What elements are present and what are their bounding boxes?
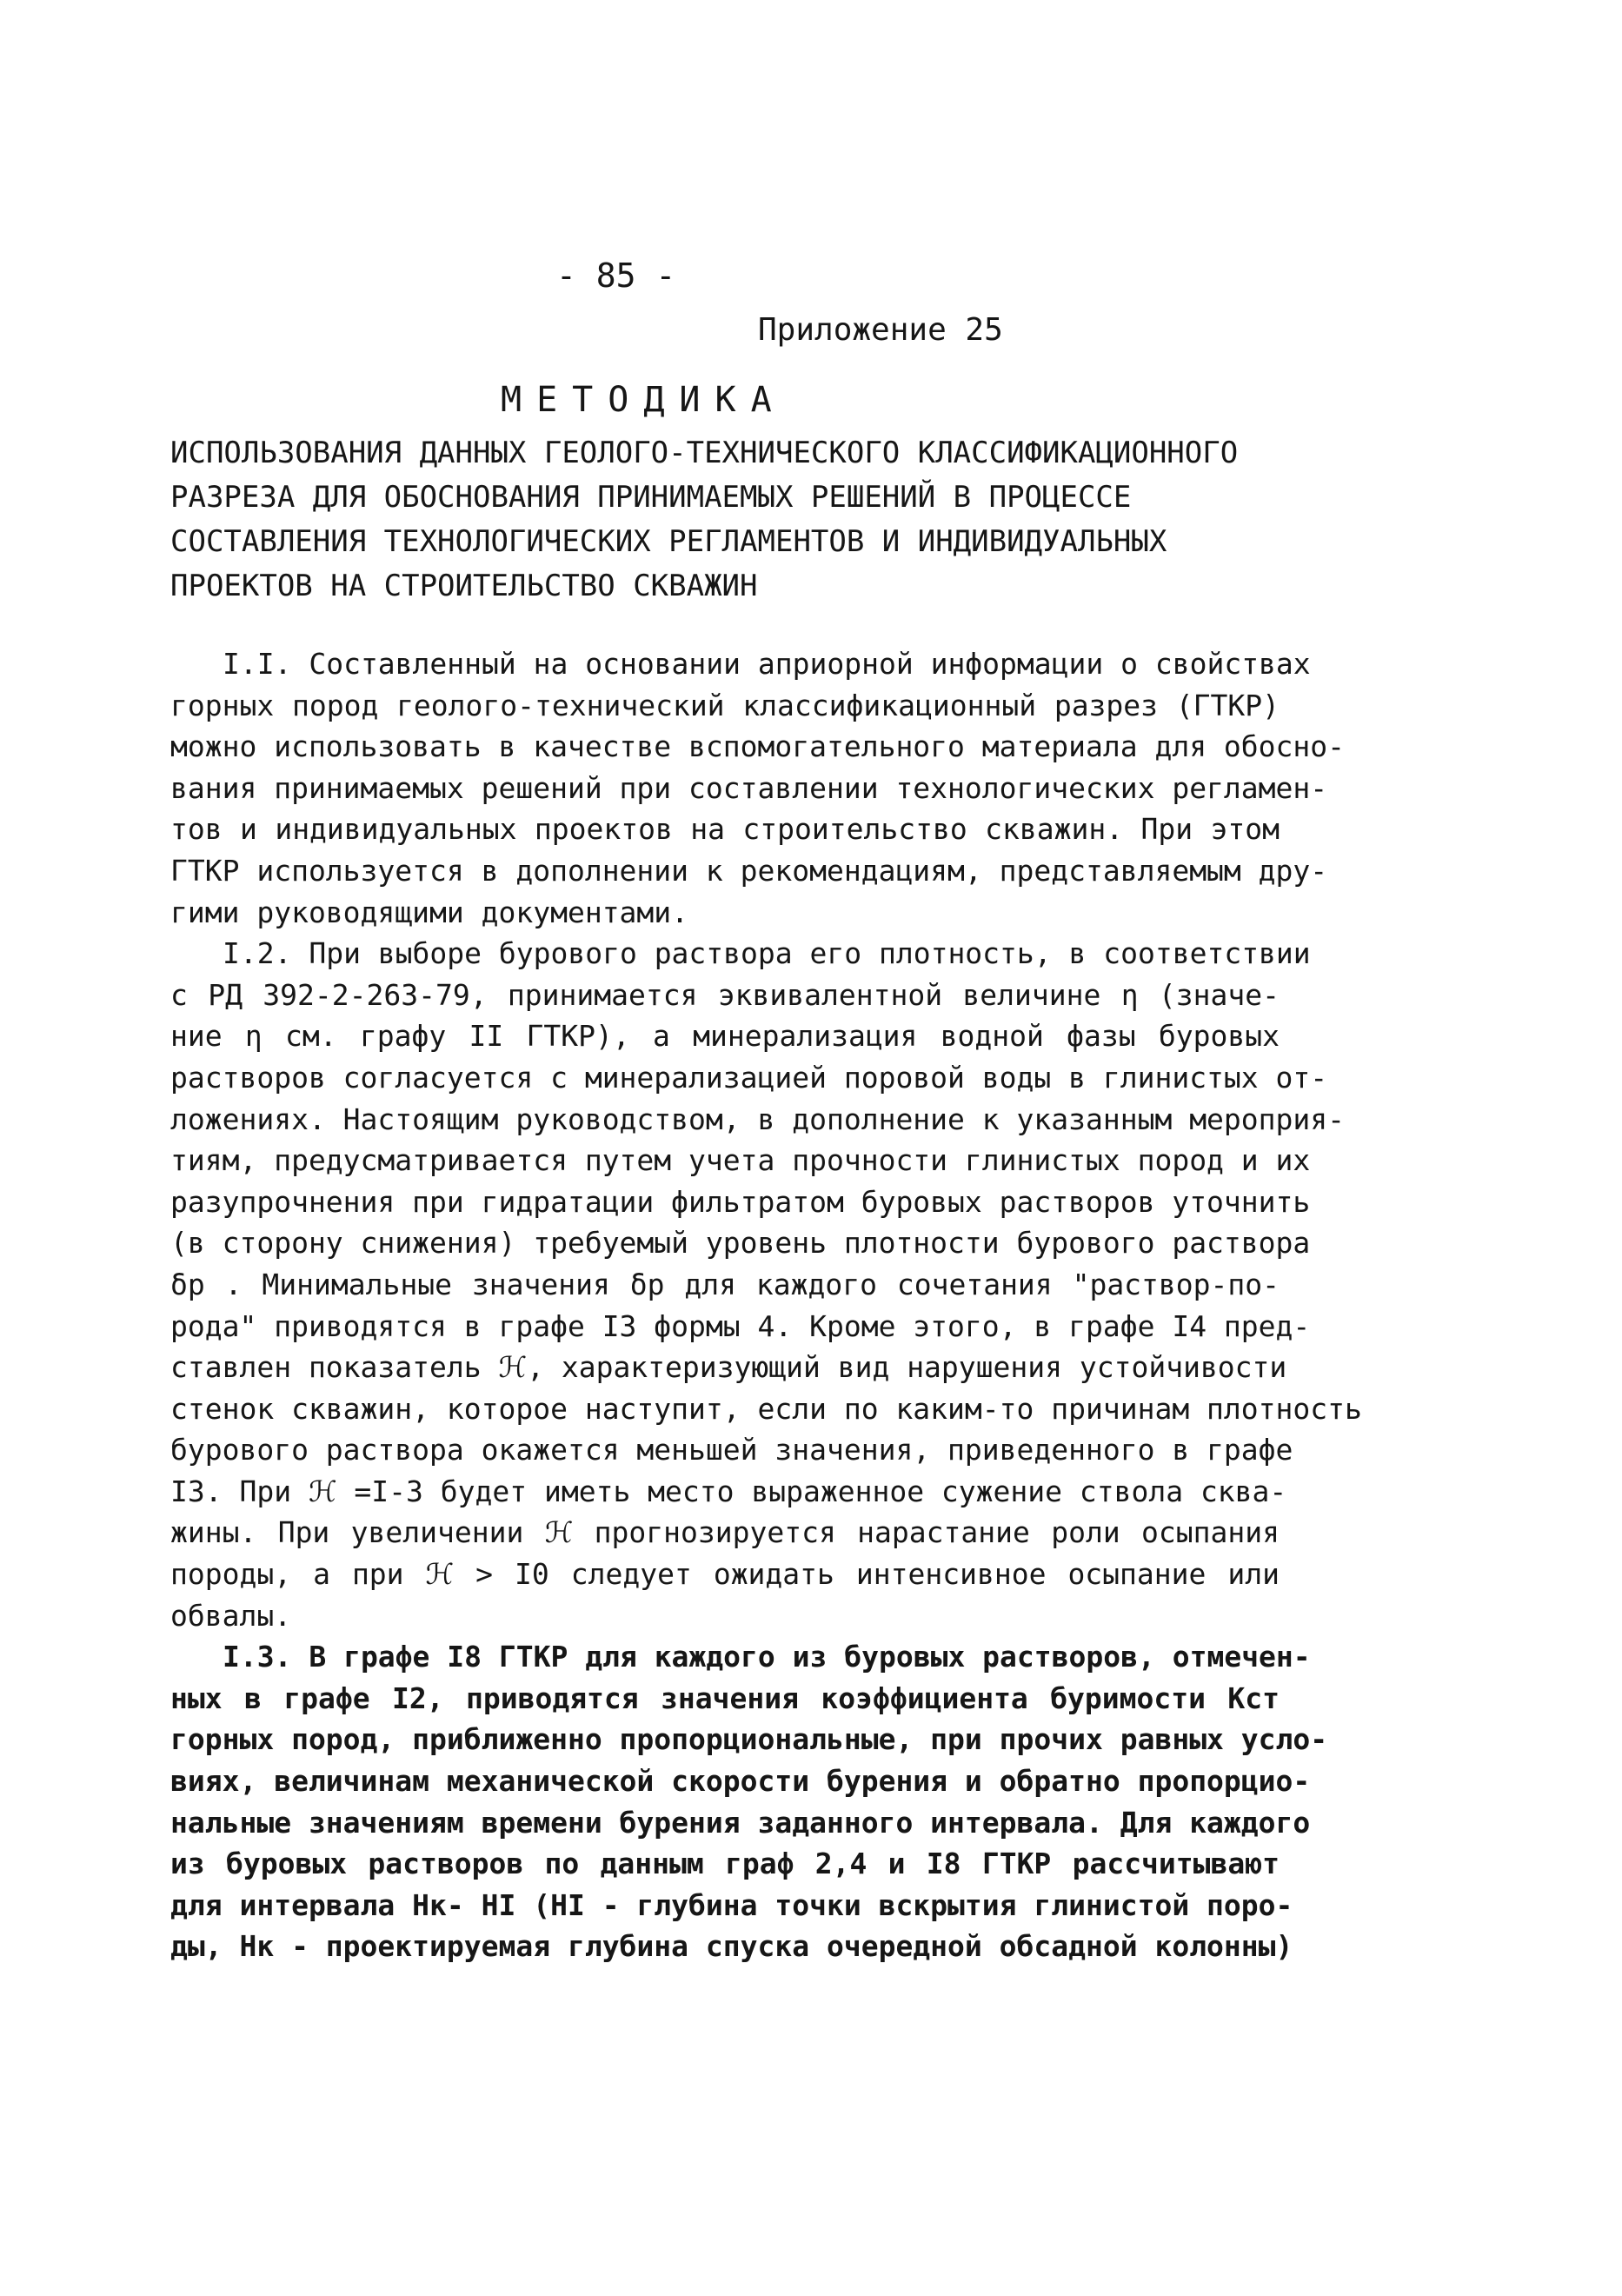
- text-line: ных в графе I2, приводятся значения коэффициента буримости Кст: [170, 1680, 1280, 1715]
- text-line: обвалы.: [170, 1598, 292, 1633]
- paragraph-1-1: [170, 643, 1346, 933]
- text-line: горных пород, приближенно пропорциональные, при прочих равных усло-: [170, 1722, 1328, 1757]
- page-number: - 85 -: [556, 256, 676, 295]
- text-line: можно использовать в качестве вспомогательного материала для обосно-: [170, 729, 1346, 764]
- subtitle-line: ПРОЕКТОВ НА СТРОИТЕЛЬСТВО СКВАЖИН: [170, 569, 758, 603]
- body-text: [170, 643, 1362, 1967]
- text-line: с РД 392-2-263-79, принимается эквивалентной величине η (значе-: [170, 977, 1280, 1012]
- text-line: растворов согласуется с минерализацией поровой воды в глинистых от-: [170, 1060, 1328, 1095]
- text-line: рода" приводятся в графе I3 формы 4. Кроме этого, в графе I4 пред-: [170, 1308, 1311, 1343]
- text-line: I.2. При выборе бурового раствора его плотность, в соответствии: [223, 936, 1311, 971]
- subtitle-line: ИСПОЛЬЗОВАНИЯ ДАННЫХ ГЕОЛОГО-ТЕХНИЧЕСКОГО КЛАССИФИКАЦИОННОГО: [170, 436, 1239, 470]
- text-line: для интервала Нк- НI (НI - глубина точки вскрытия глинистой поро-: [170, 1887, 1293, 1922]
- text-line: δр . Минимальные значения δр для каждого сочетания "раствор-по-: [170, 1267, 1280, 1301]
- text-line: разупрочнения при гидратации фильтратом буровых растворов уточнить: [170, 1184, 1311, 1219]
- text-line: тиям, предусматривается путем учета прочности глинистых пород и их: [170, 1143, 1311, 1178]
- text-line: бурового раствора окажется меньшей значения, приведенного в графе: [170, 1433, 1293, 1467]
- subtitle-line: СОСТАВЛЕНИЯ ТЕХНОЛОГИЧЕСКИХ РЕГЛАМЕНТОВ И ИНДИВИДУАЛЬНЫХ: [170, 524, 1167, 559]
- document-title: МЕТОДИКА: [501, 380, 787, 420]
- text-line: ние η см. графу II ГТКР), а минерализация водной фазы буровых: [170, 1019, 1280, 1054]
- appendix-label: Приложение 25: [758, 312, 1003, 348]
- text-line: вания принимаемых решений при составлении технологических регламен-: [170, 770, 1328, 805]
- text-line: из буровых растворов по данным граф 2,4 и I8 ГТКР рассчитывают: [170, 1847, 1280, 1881]
- text-line: жины. При увеличении ℋ прогнозируется нарастание роли осыпания: [170, 1515, 1280, 1550]
- text-line: виях, величинам механической скорости бурения и обратно пропорцио-: [170, 1764, 1311, 1799]
- text-line: (в сторону снижения) требуемый уровень плотности бурового раствора: [170, 1226, 1311, 1261]
- text-line: ложениях. Настоящим руководством, в дополнение к указанным мероприя-: [170, 1101, 1346, 1136]
- text-line: нальные значениям времени бурения заданного интервала. Для каждого: [170, 1805, 1311, 1840]
- paragraph-1-2: [170, 933, 1362, 1636]
- text-line: I3. При ℋ =I-3 будет иметь место выраженное сужение ствола сква-: [170, 1474, 1287, 1508]
- text-line: ды, Нк - проектируемая глубина спуска очередной обсадной колонны): [170, 1929, 1293, 1964]
- text-line: I.3. В графе I8 ГТКР для каждого из буровых растворов, отмечен-: [223, 1640, 1311, 1674]
- text-line: I.I. Составленный на основании априорной информации о свойствах: [223, 647, 1311, 681]
- text-line: гими руководящими документами.: [170, 895, 689, 929]
- text-line: ставлен показатель ℋ, характеризующий вид нарушения устойчивости: [170, 1350, 1287, 1385]
- text-line: горных пород геолого-технический классификационный разрез (ГТКР): [170, 688, 1280, 722]
- paragraph-1-3: [170, 1636, 1328, 1967]
- text-line: тов и индивидуальных проектов на строительство скважин. При этом: [170, 812, 1280, 847]
- text-line: породы, а при ℋ > I0 следует ожидать интенсивное осыпание или: [170, 1557, 1280, 1592]
- document-subtitle: [170, 431, 1266, 609]
- subtitle-line: РАЗРЕЗА ДЛЯ ОБОСНОВАНИЯ ПРИНИМАЕМЫХ РЕШЕНИЙ В ПРОЦЕССЕ: [170, 480, 1132, 515]
- text-line: ГТКР используется в дополнении к рекомендациям, представляемым дру-: [170, 853, 1328, 888]
- text-line: стенок скважин, которое наступит, если по каким-то причинам плотность: [170, 1391, 1362, 1426]
